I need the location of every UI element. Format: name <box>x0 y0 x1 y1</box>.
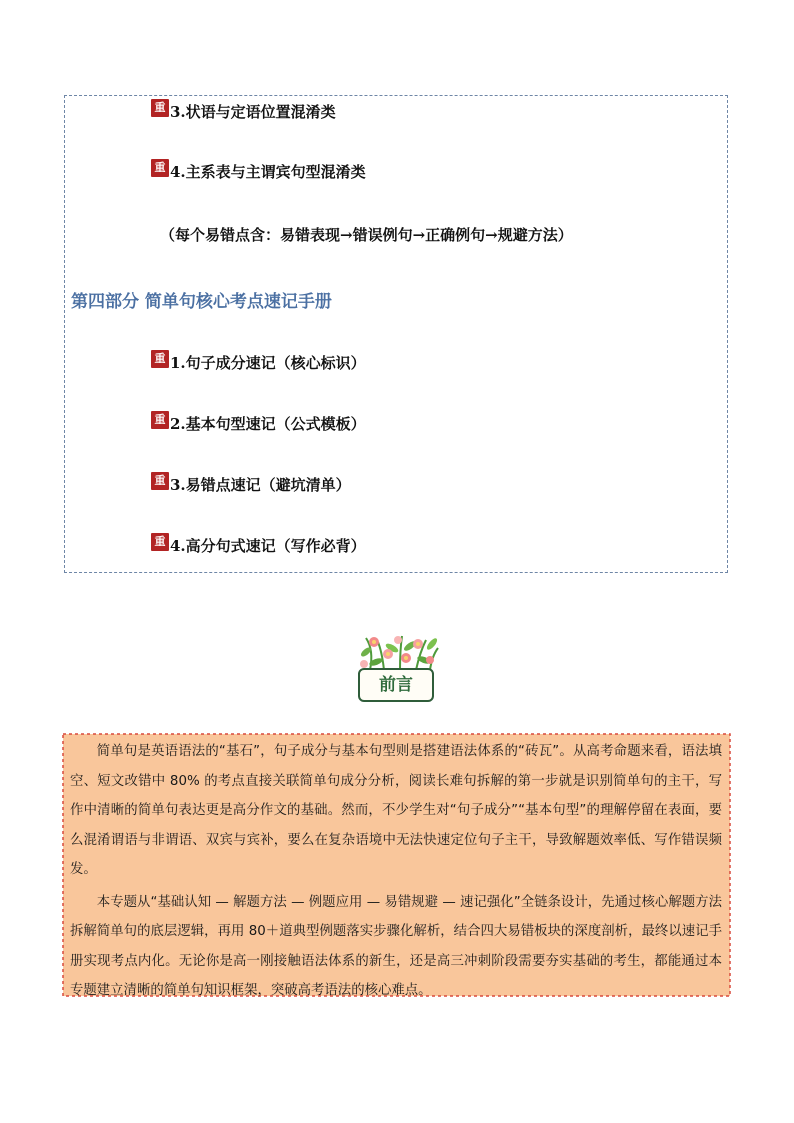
preface-label: 前言 <box>358 668 434 702</box>
important-badge-icon: 重 <box>151 159 169 177</box>
preface-text <box>70 737 722 1009</box>
preface-paragraph: 简单句是英语语法的“基石”，句子成分与基本句型则是搭建语法体系的“砖瓦”。从高考命题来看，语法填空、短文改错中 80% 的考点直接关联简单句成分分析，阅读长难句拆解的第一步就是识别简单句的主干，写作中清晰的简单句表达更是高分作文的基础。然而，不少学生对“句子成分”“基本句型”的理解停留在表面，要么混淆谓语与非谓语、双宾与宾补，要么在复杂语境中无法快速定位句子主干，导致解题效率低、写作错误频发。 <box>70 744 722 877</box>
flowers-decoration-icon <box>360 630 440 672</box>
important-badge-icon: 重 <box>151 472 169 490</box>
toc-note: （每个易错点含：易错表现→错误例句→正确例句→规避方法） <box>160 226 573 244</box>
toc-item[interactable] <box>151 160 366 182</box>
preface-box <box>60 731 733 999</box>
important-badge-icon: 重 <box>151 411 169 429</box>
toc-item-label: 2.基本句型速记（公式模板） <box>170 414 366 433</box>
toc-item-label: 4.高分句式速记（写作必背） <box>170 536 366 555</box>
toc-item-label: 3.状语与定语位置混淆类 <box>170 102 336 121</box>
preface-heading <box>358 630 438 706</box>
part-title[interactable]: 第四部分 简单句核心考点速记手册 <box>71 292 332 312</box>
important-badge-icon: 重 <box>151 533 169 551</box>
important-badge-icon: 重 <box>151 350 169 368</box>
toc-item-label: 1.句子成分速记（核心标识） <box>170 353 366 372</box>
toc-item[interactable] <box>151 534 366 556</box>
important-badge-icon: 重 <box>151 99 169 117</box>
toc-item-label: 3.易错点速记（避坑清单） <box>170 475 351 494</box>
preface-paragraph: 本专题从“基础认知 — 解题方法 — 例题应用 — 易错规避 — 速记强化”全链条设计，先通过核心解题方法拆解简单句的底层逻辑，再用 80＋道典型例题落实步骤化解析，结合四大易错板块的深度剖析，最终以速记手册实现考点内化。无论你是高一刚接触语法体系的新生，还是高三冲刺阶段需要夯实基础的考生，都能通过本专题建立清晰的简单句知识框架，突破高考语法的核心难点。 <box>70 894 722 998</box>
toc-item[interactable] <box>151 100 336 122</box>
toc-item-label: 4.主系表与主谓宾句型混淆类 <box>170 162 366 181</box>
toc-item[interactable] <box>151 351 366 373</box>
toc-item[interactable] <box>151 473 351 495</box>
toc-item[interactable] <box>151 412 366 434</box>
